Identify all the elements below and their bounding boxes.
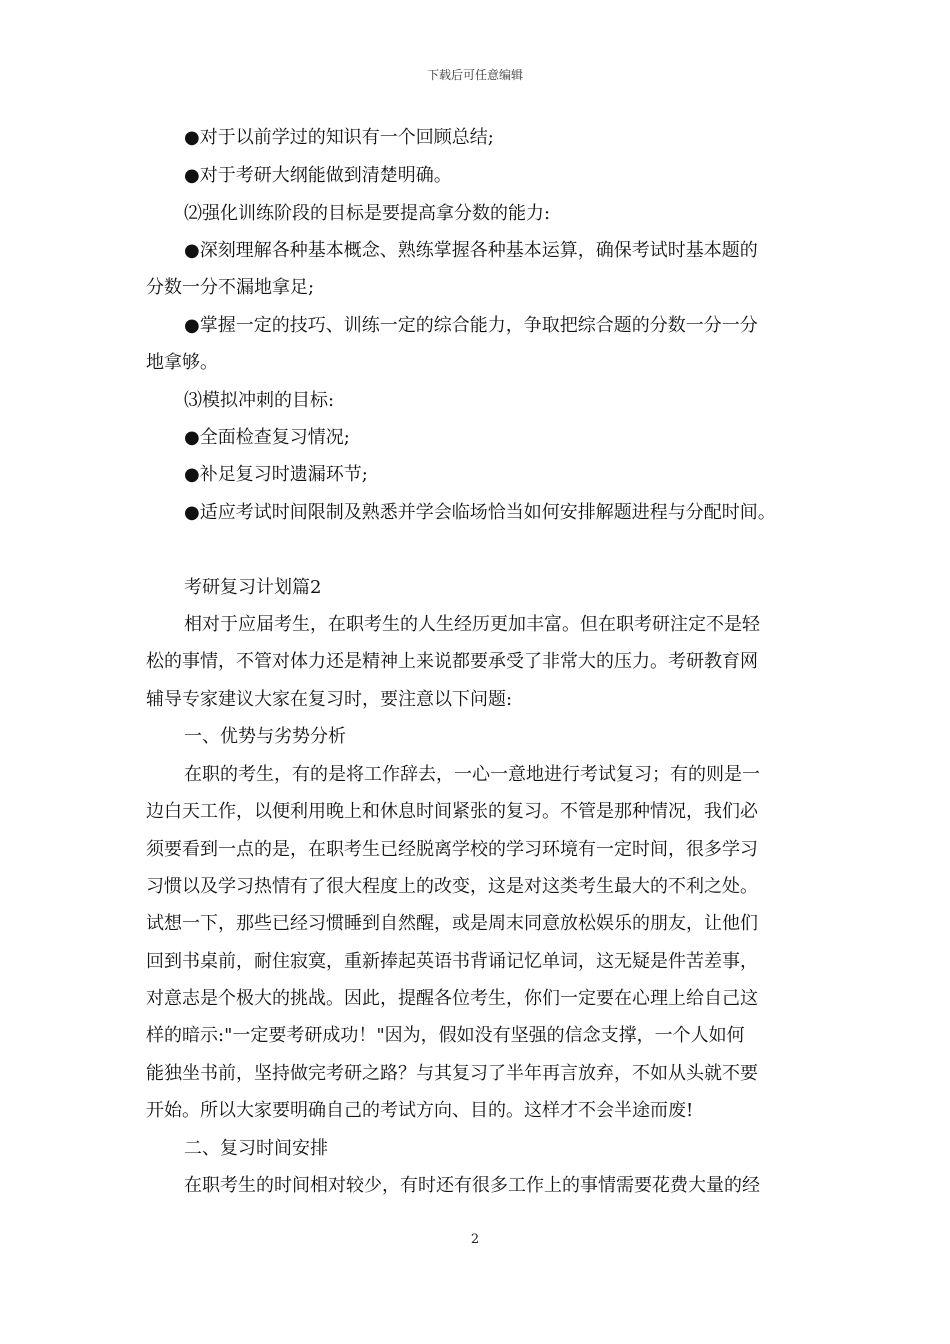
text-line: 试想一下，那些已经习惯睡到自然醒，或是周末同意放松娱乐的朋友，让他们 — [146, 913, 758, 934]
text-line: 边白天工作，以便利用晚上和休息时间紧张的复习。不管是那种情况，我们必 — [146, 801, 758, 822]
bullet-line: ●适应考试时间限制及熟悉并学会临场恰当如何安排解题进程与分配时间。 — [184, 502, 776, 523]
text-line: 回到书桌前，耐住寂寞，重新捧起英语书背诵记忆单词，这无疑是件苦差事， — [146, 951, 758, 972]
text-line: 在职的考生，有的是将工作辞去，一心一意地进行考试复习；有的则是一 — [184, 764, 760, 785]
text-line: 地拿够。 — [146, 352, 218, 373]
text-line: 须要看到一点的是，在职考生已经脱离学校的学习环境有一定时间，很多学习 — [146, 839, 758, 860]
bullet-line: ●掌握一定的技巧、训练一定的综合能力，争取把综合题的分数一分一分 — [184, 315, 758, 336]
text-line: 开始。所以大家要明确自己的考试方向、目的。这样才不会半途而废! — [146, 1100, 694, 1121]
section-line: ⑵强化训练阶段的目标是要提高拿分数的能力: — [184, 203, 551, 224]
text-line: 相对于应届考生，在职考生的人生经历更加丰富。但在职考研注定不是轻 — [184, 614, 760, 635]
text-line: 分数一分不漏地拿足; — [146, 277, 315, 298]
section-line: ⑶模拟冲刺的目标: — [184, 390, 335, 411]
bullet-line: ●对于以前学过的知识有一个回顾总结; — [184, 127, 494, 148]
subheading: 一、优势与劣势分析 — [184, 726, 346, 747]
text-line: 习惯以及学习热情有了很大程度上的改变，这是对这类考生最大的不利之处。 — [146, 876, 758, 897]
bullet-line: ●补足复习时遗漏环节; — [184, 464, 368, 485]
page-header: 下载后可任意编辑 — [426, 68, 523, 82]
text-line: 样的暗示:"一定要考研成功！"因为，假如没有坚强的信念支撑，一个人如何 — [146, 1025, 745, 1046]
bullet-line: ●对于考研大纲能做到清楚明确。 — [184, 165, 452, 186]
bullet-line: ●深刻理解各种基本概念、熟练掌握各种基本运算，确保考试时基本题的 — [184, 240, 758, 261]
page-number: 2 — [470, 1232, 480, 1247]
text-line: 能独坐书前，坚持做完考研之路？与其复习了半年再言放弃，不如从头就不要 — [146, 1063, 758, 1084]
text-line: 在职考生的时间相对较少，有时还有很多工作上的事情需要花费大量的经 — [184, 1175, 760, 1196]
text-line: 对意志是个极大的挑战。因此，提醒各位考生，你们一定要在心理上给自己这 — [146, 988, 758, 1009]
bullet-line: ●全面检查复习情况; — [184, 427, 350, 448]
text-line: 辅导专家建议大家在复习时，要注意以下问题: — [146, 689, 513, 710]
section-title: 考研复习计划篇2 — [184, 577, 322, 598]
text-line: 松的事情，不管对体力还是精神上来说都要承受了非常大的压力。考研教育网 — [146, 651, 758, 672]
subheading: 二、复习时间安排 — [184, 1138, 328, 1159]
